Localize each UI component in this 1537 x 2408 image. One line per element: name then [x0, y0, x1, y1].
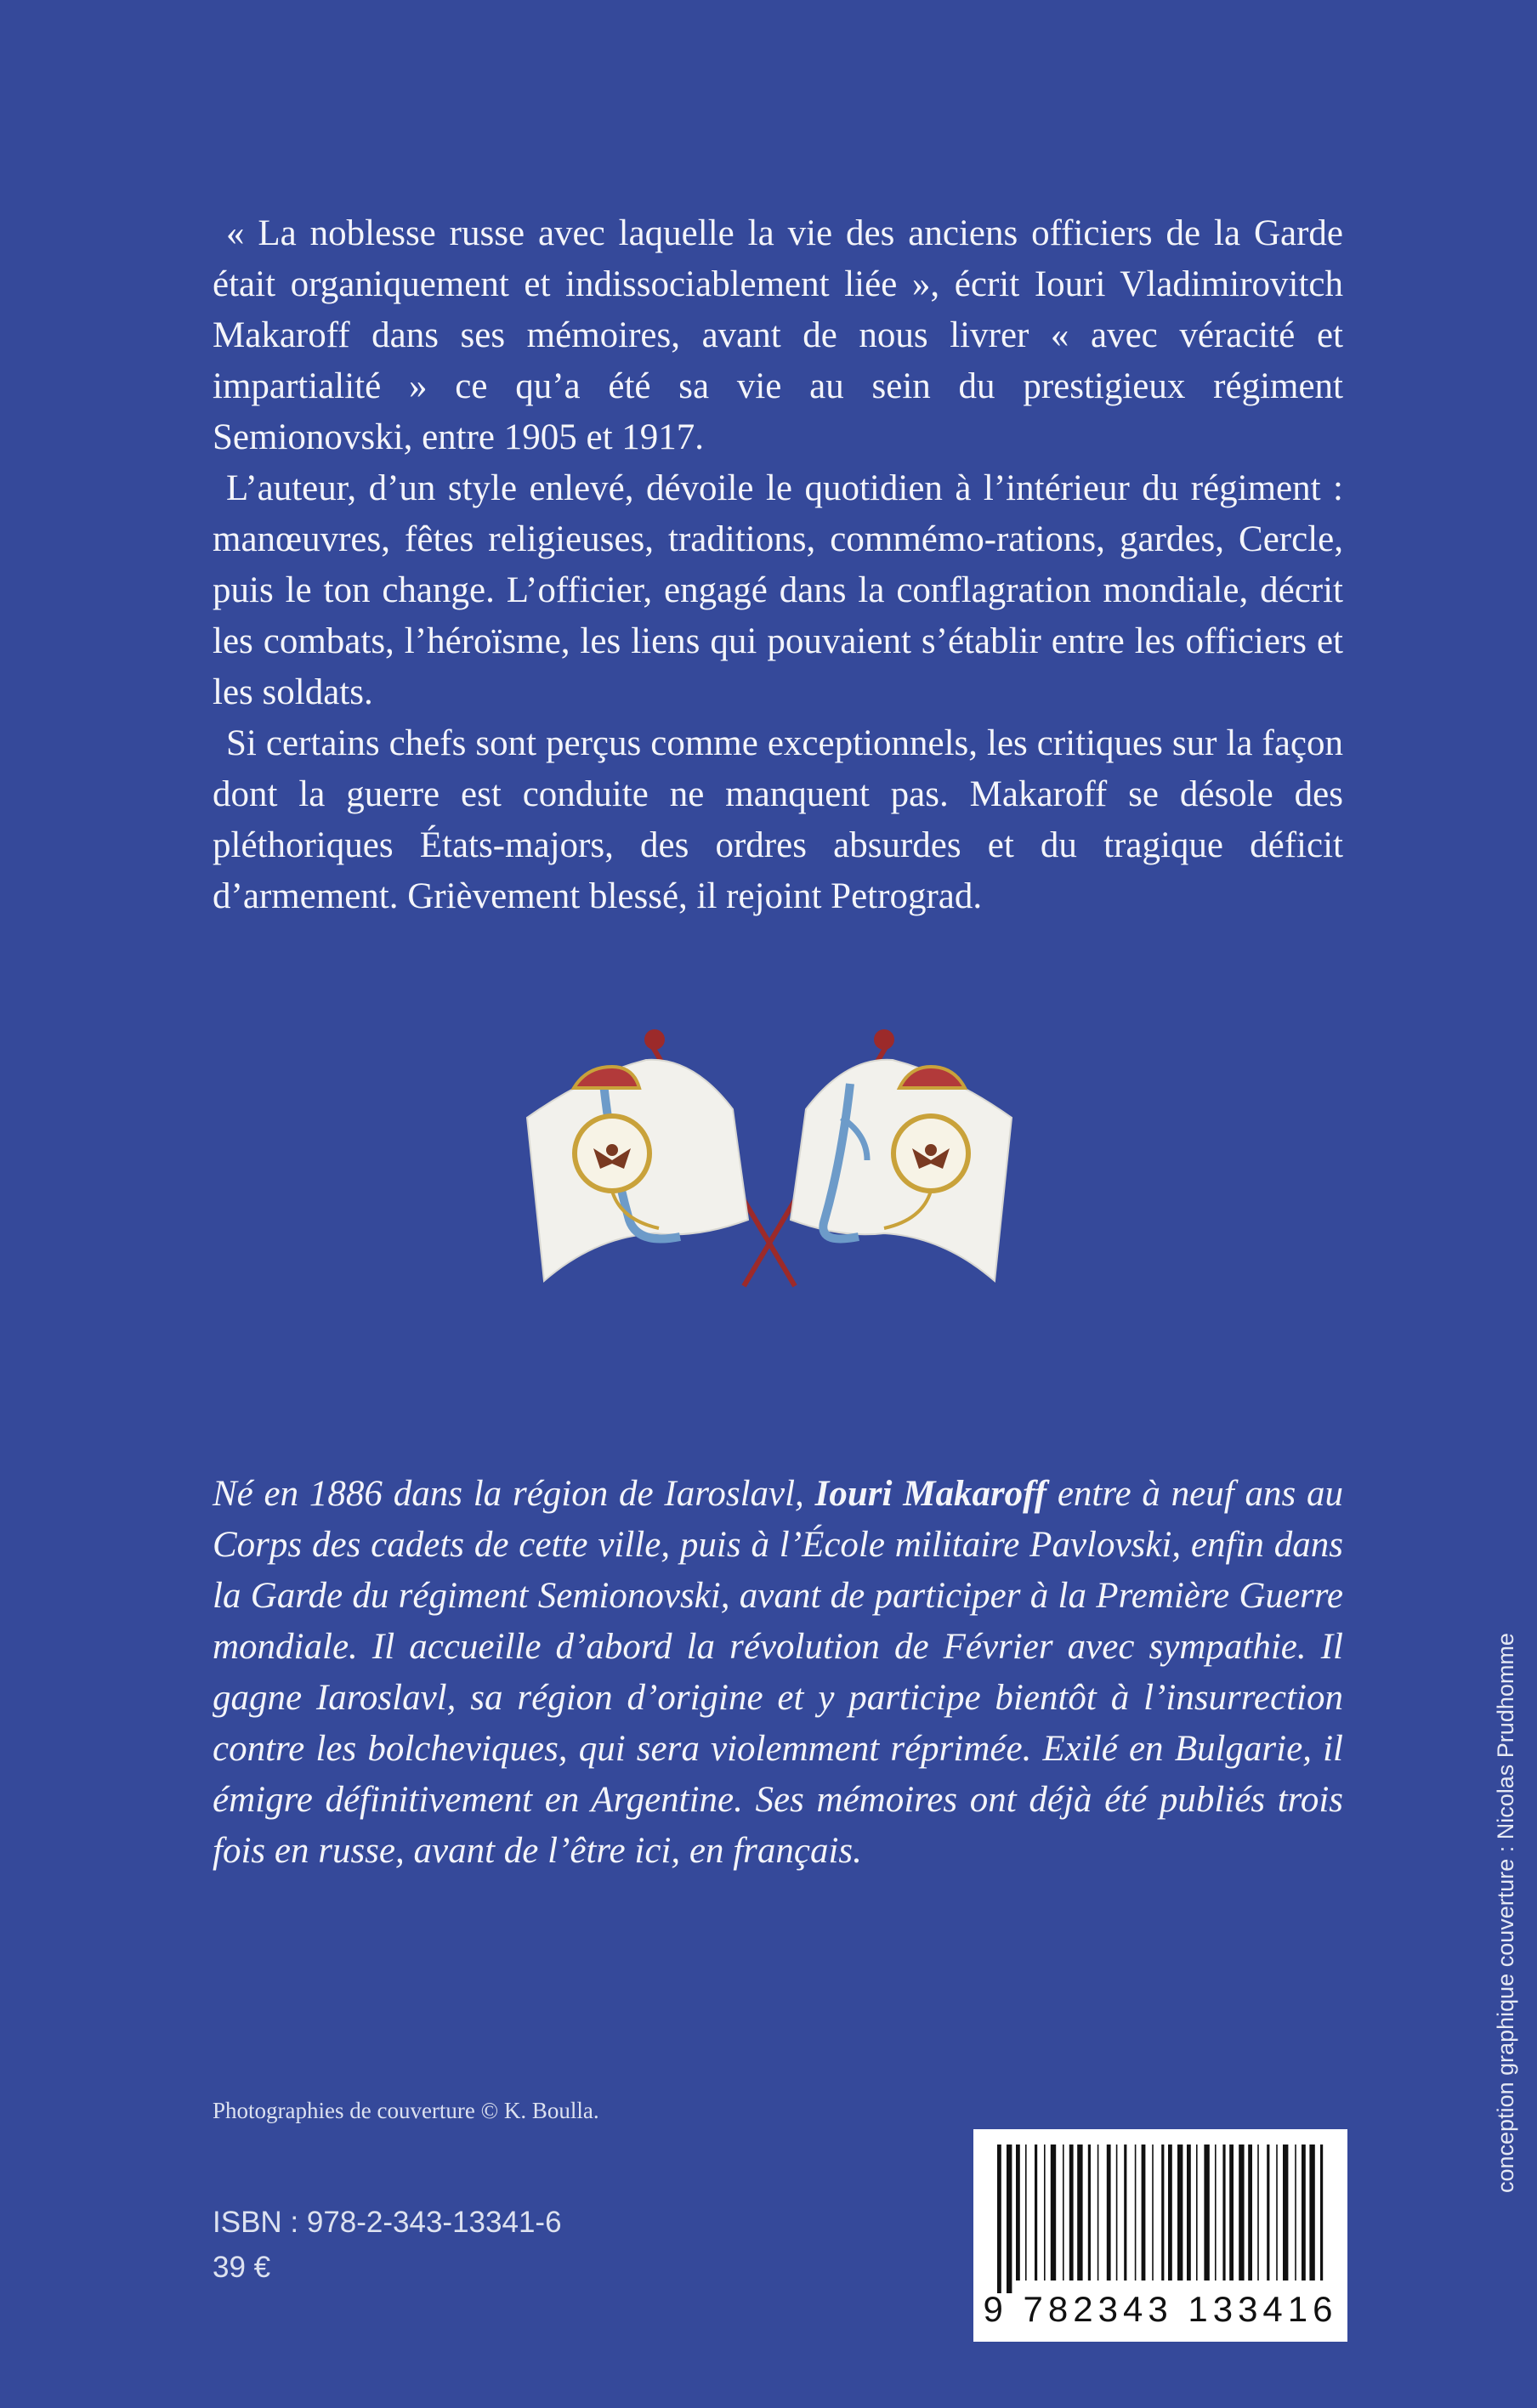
bio-intro: Né en 1886 dans la région de Iaroslavl, — [213, 1474, 815, 1514]
blurb-paragraph-1: « La noblesse russe avec laquelle la vie des anciens officiers de la Garde était organiquement et indissociablement liée », écrit Iouri Vladimirovitch Makaroff dans ses mémoires, avant de nous livrer « avec véracité et impartialité » ce qu’a été sa vie au sein du prestigieux régiment Semionovski, entre 1905 et 1917. — [213, 213, 1343, 457]
bio-text: entre à neuf ans au Corps des cadets de cette ville, puis à l’École militaire Pavlovski, enfin dans la Garde du régiment Semionovski, avant de participer à la Première Guerre mondiale. Il accueille d’abord la révolution de Février avec sympathie. Il gagne Iaroslavl, sa région d’origine et y participe bientôt à l’insurrection contre les bolcheviques, qui sera violemment réprimée. Exilé en Bulgarie, il émigre définitivement en Argentine. Ses mémoires ont déjà été publiés trois fois en russe, avant de l’être ici, en français. — [213, 1474, 1343, 1871]
barcode-bars — [973, 2145, 1347, 2306]
barcode-digits: 9 782343 133416 — [983, 2289, 1338, 2329]
left-flag — [527, 1029, 795, 1286]
author-name: Iouri Makaroff — [814, 1474, 1047, 1514]
cover-design-credit: conception graphique couverture : Nicolas Prudhomme — [1493, 1633, 1518, 2193]
crossed-regimental-flags-illustration — [485, 1016, 1054, 1339]
back-cover-blurb — [213, 208, 1343, 922]
isbn-number: ISBN : 978-2-343-13341-6 — [213, 2206, 562, 2239]
right-flag — [744, 1029, 1012, 1286]
author-biography — [213, 1469, 1343, 1877]
price: 39 € — [213, 2251, 271, 2284]
photo-credit: Photographies de couverture © K. Boulla. — [213, 2098, 599, 2123]
isbn-barcode — [973, 2129, 1347, 2342]
blurb-paragraph-2: L’auteur, d’un style enlevé, dévoile le quotidien à l’intérieur du régiment : manœuvres, fêtes religieuses, traditions, commémo-rations, gardes, Cercle, puis le ton change. L’officier, engagé dans la conflagration mondiale, décrit les combats, l’héroïsme, les liens qui pouvaient s’établir entre les officiers et les soldats. — [213, 468, 1343, 712]
blurb-paragraph-3: Si certains chefs sont perçus comme exceptionnels, les critiques sur la façon dont la guerre est conduite ne manquent pas. Makaroff se désole des pléthoriques États-majors, des ordres absurdes et du tragique déficit d’armement. Grièvement blessé, il rejoint Petrograd. — [213, 723, 1343, 916]
